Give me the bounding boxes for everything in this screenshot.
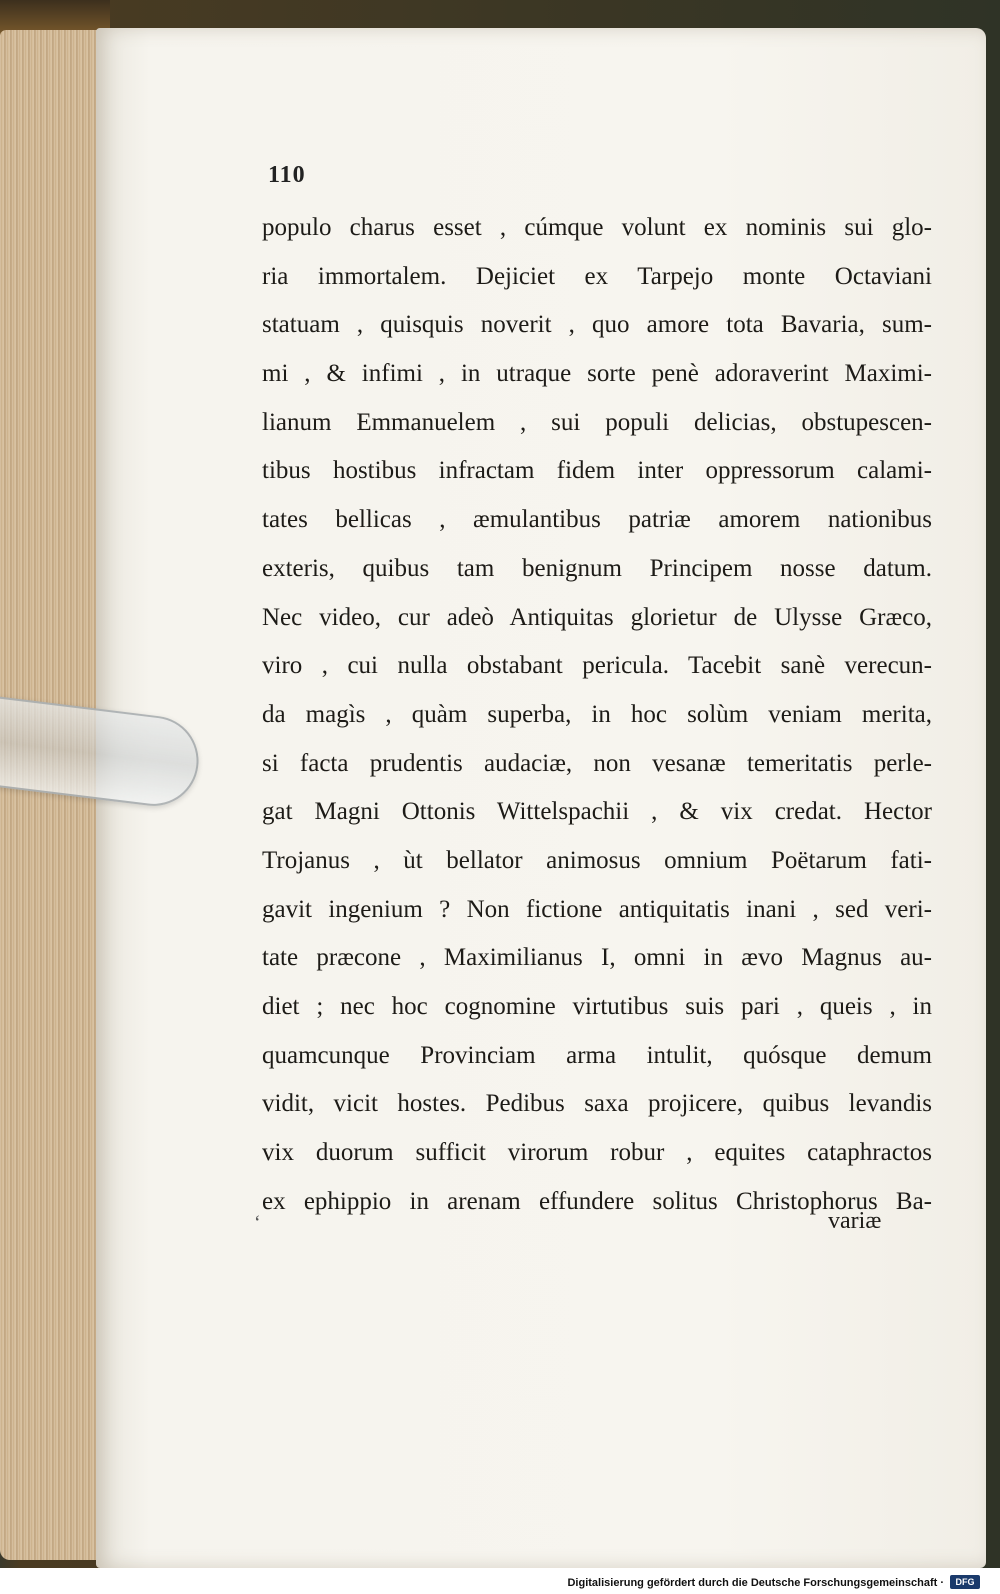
text-line: exteris, quibus tam benignum Principem nosse datum. <box>262 554 932 582</box>
body-text <box>262 204 932 1226</box>
footer-bar <box>0 1568 1000 1594</box>
printer-mark: ʻ <box>254 1212 261 1234</box>
text-line: viro , cui nulla obstabant pericula. Tacebit sanè verecun- <box>262 652 932 680</box>
text-line: tibus hostibus infractam fidem inter oppressorum calami- <box>262 457 932 485</box>
text-line: vidit, vicit hostes. Pedibus saxa projicere, quibus levandis <box>262 1090 932 1118</box>
text-line: ria immortalem. Dejiciet ex Tarpejo monte Octaviani <box>262 262 932 290</box>
text-line: ex ephippio in arenam effundere solitus Christophorus Ba- <box>262 1187 932 1215</box>
text-line: vix duorum sufficit virorum robur , equites cataphractos <box>262 1139 932 1167</box>
page-number: 110 <box>268 162 306 188</box>
text-line: statuam , quisquis noverit , quo amore tota Bavaria, sum- <box>262 311 932 339</box>
catchword: variæ <box>828 1208 882 1234</box>
text-line: diet ; nec hoc cognomine virtutibus suis pari , queis , in <box>262 993 932 1020</box>
text-line: tates bellicas , æmulantibus patriæ amorem nationibus <box>262 506 932 534</box>
text-line: gavit ingenium ? Non fictione antiquitatis inani , sed veri- <box>262 895 932 923</box>
text-line: populo charus esset , cúmque volunt ex nominis sui glo- <box>262 214 932 241</box>
text-line: si facta prudentis audaciæ, non vesanæ temeritatis perle- <box>262 749 932 777</box>
text-line: da magìs , quàm superba, in hoc solùm veniam merita, <box>262 700 932 728</box>
text-line: lianum Emmanuelem , sui populi delicias, obstupescen- <box>262 408 932 436</box>
text-line: Trojanus , ùt bellator animosus omnium Poëtarum fati- <box>262 846 932 874</box>
dfg-logo-icon: DFG <box>950 1575 980 1589</box>
text-line: gat Magni Ottonis Wittelspachii , & vix credat. Hector <box>262 798 932 826</box>
text-line: quamcunque Provinciam arma intulit, quósque demum <box>262 1041 932 1069</box>
text-line: Nec video, cur adeò Antiquitas glorietur de Ulysse Græco, <box>262 603 932 631</box>
text-line: tate præcone , Maximilianus I, omni in ævo Magnus au- <box>262 944 932 972</box>
footer-credit: Digitalisierung gefördert durch die Deutsche Forschungsgemeinschaft · <box>567 1577 944 1589</box>
text-line: mi , & infimi , in utraque sorte penè adoraverint Maximi- <box>262 360 932 388</box>
